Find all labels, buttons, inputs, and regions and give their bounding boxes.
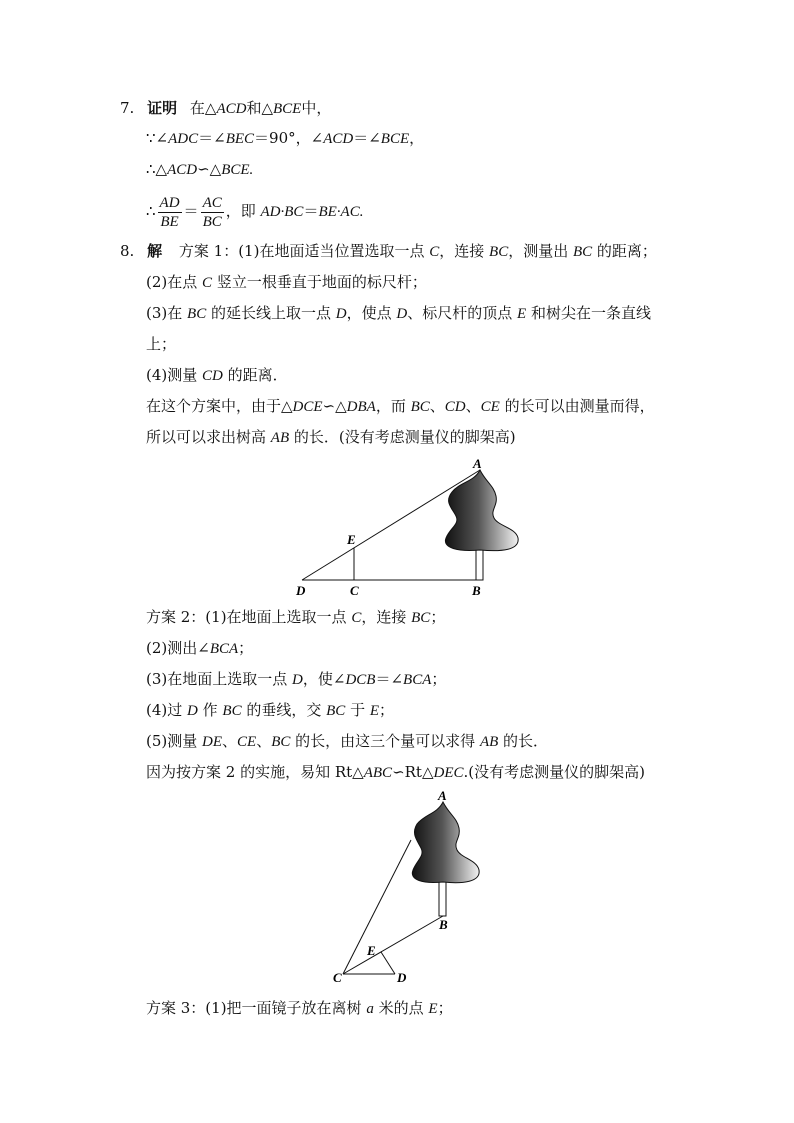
p8-plan2-line-1: [146, 607, 445, 628]
p8-line-4: [146, 334, 176, 354]
text: ＝∠: [353, 129, 381, 147]
label-a: A: [473, 456, 482, 471]
text: 所以可以求出树高: [146, 428, 271, 446]
text: ；: [437, 999, 453, 1017]
math: BCE: [380, 131, 410, 147]
math: ADC: [168, 131, 199, 147]
denominator: BE: [160, 213, 179, 230]
text: ，连接: [361, 608, 412, 626]
text: 方案 3：(1)把一面镜子放在离树: [146, 999, 367, 1017]
math: DCB: [345, 672, 376, 688]
math: BCA: [403, 672, 432, 688]
math: BEC: [225, 131, 255, 147]
text: 的距离；: [592, 242, 657, 260]
math: BC: [271, 734, 291, 750]
text: 的长可以由测量而得，: [499, 397, 655, 415]
text: (2)在点: [146, 273, 203, 291]
math: D: [187, 703, 198, 719]
text: (3)在地面上选取一点: [146, 670, 293, 688]
math: C: [351, 610, 362, 626]
math: DBA: [346, 399, 376, 415]
fraction-ac-bc: [201, 194, 224, 231]
text: (3)在: [146, 304, 188, 322]
text: 的垂线，交: [241, 701, 327, 719]
text: 和树尖在一条直线: [526, 304, 651, 322]
p8-plan2-line-3: [146, 669, 446, 690]
p8-line-6: [146, 396, 655, 417]
math: BC: [326, 703, 346, 719]
text: (5)测量: [146, 732, 203, 750]
text: 于: [345, 701, 370, 719]
math: ACD: [323, 131, 354, 147]
text: (2)测出∠: [146, 639, 210, 657]
text: 方案 2：(1)在地面上选取一点: [146, 608, 352, 626]
text: 竖立一根垂直于地面的标尺杆；: [212, 273, 427, 291]
math: ABC: [363, 765, 393, 781]
text: 米的点: [373, 999, 429, 1017]
math: BC: [222, 703, 242, 719]
text: 、: [465, 397, 481, 415]
text: ；: [430, 608, 446, 626]
math: BCE: [272, 101, 302, 117]
text: 的距离．: [222, 366, 288, 384]
math: D: [335, 306, 347, 322]
text: 、: [429, 397, 445, 415]
text: ；: [238, 639, 254, 657]
sight-line: [302, 470, 480, 580]
math: DE: [202, 734, 223, 750]
text: 的长．(没有考虑测量仪的脚架高): [289, 428, 516, 446]
math: AB: [479, 734, 499, 750]
text: 在△: [189, 99, 217, 117]
denominator: BC: [202, 213, 222, 230]
p8-line-7: [146, 427, 516, 448]
text: ；: [431, 670, 447, 688]
tree-icon: [412, 802, 479, 916]
text: ∵∠: [146, 129, 169, 147]
math: BC: [489, 244, 509, 260]
math: AD·BC: [260, 204, 304, 220]
math: BE·AC.: [318, 204, 364, 220]
p8-number: 8.: [120, 242, 135, 260]
text: 的长，由这三个量可以求得: [290, 732, 480, 750]
numerator: AC: [202, 194, 222, 211]
text: 中，: [301, 99, 332, 117]
math: E: [428, 1001, 438, 1017]
text: ∽△: [322, 397, 347, 415]
label-b: B: [472, 583, 481, 598]
math: BC: [411, 610, 431, 626]
p8-line-5: [146, 365, 288, 386]
numerator: AD: [159, 194, 180, 211]
p7-line-2: [146, 128, 424, 149]
fraction-ad-be: [158, 194, 182, 231]
p8-plan2-line-4: [146, 700, 394, 721]
text: ∽Rt△: [392, 763, 434, 781]
text: ，使点: [346, 304, 397, 322]
math: BC: [410, 399, 430, 415]
math: a: [366, 1001, 374, 1017]
label-c: C: [333, 970, 342, 985]
math: CE: [237, 734, 257, 750]
p8-line-1: [120, 241, 657, 262]
math: E: [517, 306, 527, 322]
figure-plan-1: [290, 452, 530, 602]
label-e: E: [347, 532, 356, 547]
text: ，即: [225, 202, 261, 220]
text: ∴△: [146, 160, 168, 178]
math: E: [369, 703, 380, 719]
math: DCE: [292, 399, 323, 415]
math: BC: [572, 244, 593, 260]
math: DEC: [433, 765, 464, 781]
p8-heading: 解: [147, 242, 163, 260]
math: BC: [187, 306, 207, 322]
text: 、: [256, 732, 272, 750]
text: 方案 1：(1)在地面适当位置选取一点: [178, 242, 430, 260]
math: CD: [202, 368, 223, 384]
tree-icon: [445, 470, 518, 580]
text: ＝∠: [375, 670, 404, 688]
text: ∴: [146, 202, 156, 220]
p7-line-4: [146, 191, 363, 232]
math: CD: [444, 399, 466, 415]
p7-heading: 证明: [147, 99, 178, 117]
text: 的延长线上取一点: [206, 304, 336, 322]
perpendicular-de: [381, 952, 395, 974]
text: 、标尺杆的顶点: [407, 304, 517, 322]
math: D: [396, 306, 408, 322]
math: BCE.: [221, 162, 254, 178]
label-d: D: [296, 583, 306, 598]
figure-plan-2: [325, 788, 495, 988]
math: C: [429, 244, 440, 260]
text: ＝90°，∠: [254, 129, 324, 147]
label-e: E: [367, 943, 376, 958]
text: ＝: [303, 202, 319, 220]
label-b: B: [439, 917, 448, 932]
text: ，测量出: [508, 242, 573, 260]
p7-line-1: [120, 98, 331, 119]
math: D: [292, 672, 303, 688]
text: 、: [222, 732, 238, 750]
math: AB: [270, 430, 290, 446]
math: C: [202, 275, 213, 291]
math: CE: [480, 399, 500, 415]
p7-number: 7.: [120, 99, 135, 117]
p8-plan3-line-1: [146, 998, 453, 1019]
math: BCA: [209, 641, 239, 657]
text: 因为按方案 2 的实施，易知 Rt△: [146, 763, 364, 781]
p8-line-3: [146, 303, 651, 324]
text: ＝∠: [198, 129, 226, 147]
p8-plan2-line-2: [146, 638, 253, 659]
text: 在这个方案中，由于△: [146, 397, 293, 415]
text: 和△: [246, 99, 273, 117]
math: ACD: [167, 162, 198, 178]
text: (4)测量: [146, 366, 203, 384]
text: (4)过: [146, 701, 188, 719]
text: ＝: [183, 202, 199, 220]
text: 上；: [146, 335, 177, 353]
label-d: D: [397, 970, 407, 985]
label-c: C: [350, 583, 359, 598]
text: ；: [379, 701, 395, 719]
text: ，而: [375, 397, 411, 415]
p7-line-3: [146, 159, 253, 180]
p8-plan2-line-6: [146, 762, 645, 783]
math: ACD: [216, 101, 247, 117]
label-a: A: [438, 788, 447, 803]
p8-plan2-line-5: [146, 731, 548, 752]
p8-line-2: [146, 272, 427, 293]
text: ，连接: [439, 242, 490, 260]
text: ，: [409, 129, 425, 147]
text: 的长．: [498, 732, 549, 750]
text: ，使∠: [302, 670, 346, 688]
text: 作: [197, 701, 223, 719]
text: ∽△: [197, 160, 222, 178]
text: .(没有考虑测量仪的脚架高): [463, 763, 645, 781]
